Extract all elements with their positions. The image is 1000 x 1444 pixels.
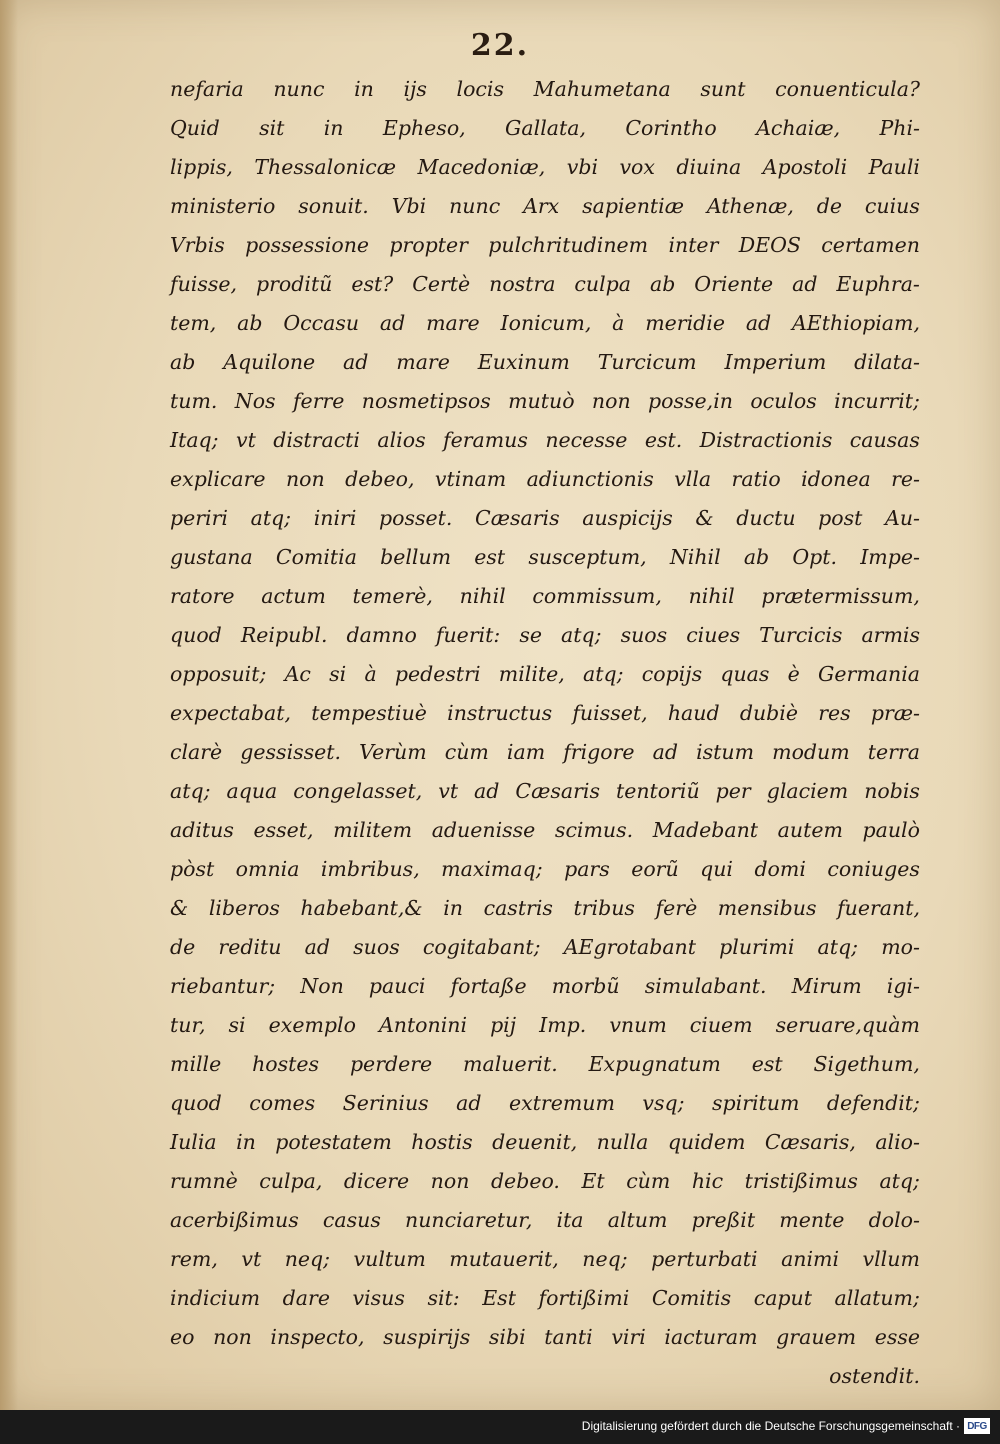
text-line: & liberos habebant,& in castris tribus ferè mensibus fuerant, xyxy=(170,896,920,920)
text-line: indicium dare visus sit: Est fortißimi Comitis caput allatum; xyxy=(170,1286,920,1310)
dfg-logo: DFG xyxy=(964,1418,990,1434)
text-line: clarè gessisset. Verùm cùm iam frigore ad istum modum terra xyxy=(170,740,920,764)
text-line: atq; aqua congelasset, vt ad Cæsaris tentoriũ per glaciem nobis xyxy=(170,779,920,803)
text-line: ostendit. xyxy=(829,1364,920,1388)
text-line: explicare non debeo, vtinam adiunctionis vlla ratio idonea re- xyxy=(170,467,920,491)
text-line: riebantur; Non pauci fortaße morbũ simulabant. Mirum igi- xyxy=(170,974,920,998)
text-line: tem, ab Occasu ad mare Ionicum, à meridie ad AEthiopiam, xyxy=(170,311,920,335)
text-line: quod comes Serinius ad extremum vsq; spiritum defendit; xyxy=(170,1091,920,1115)
text-line: pòst omnia imbribus, maximaq; pars eorũ qui domi coniuges xyxy=(170,857,920,881)
text-line: periri atq; iniri posset. Cæsaris auspicijs & ductu post Au- xyxy=(170,506,920,530)
text-line: lippis, Thessalonicæ Macedoniæ, vbi vox diuina Apostoli Pauli xyxy=(170,155,920,179)
body-text xyxy=(170,70,920,1396)
footer-credit: Digitalisierung gefördert durch die Deutsche Forschungsgemeinschaft · xyxy=(581,1419,960,1433)
text-line: fuisse, proditũ est? Certè nostra culpa ab Oriente ad Euphra- xyxy=(170,272,920,296)
text-line: ministerio sonuit. Vbi nunc Arx sapientiæ Athenæ, de cuius xyxy=(170,194,920,218)
text-line: ab Aquilone ad mare Euxinum Turcicum Imperium dilata- xyxy=(170,350,920,374)
text-line: Quid sit in Epheso, Gallata, Corintho Achaiæ, Phi- xyxy=(170,116,920,140)
text-line: gustana Comitia bellum est susceptum, Nihil ab Opt. Impe- xyxy=(170,545,920,569)
text-line: tur, si exemplo Antonini pij Imp. vnum ciuem seruare,quàm xyxy=(170,1013,920,1037)
text-line: de reditu ad suos cogitabant; AEgrotabant plurimi atq; mo- xyxy=(170,935,920,959)
page-binding-shadow xyxy=(0,0,18,1410)
text-line: Itaq; vt distracti alios feramus necesse est. Distractionis causas xyxy=(170,428,920,452)
text-line: ratore actum temerè, nihil commissum, nihil prætermissum, xyxy=(170,584,920,608)
text-line: expectabat, tempestiuè instructus fuisset, haud dubiè res præ- xyxy=(170,701,920,725)
footer-bar xyxy=(0,1410,1000,1444)
text-line: aditus esset, militem aduenisse scimus. Madebant autem paulò xyxy=(170,818,920,842)
text-line: Vrbis possessione propter pulchritudinem inter DEOS certamen xyxy=(170,233,920,257)
text-line: opposuit; Ac si à pedestri milite, atq; copijs quas è Germania xyxy=(170,662,920,686)
text-line: acerbißimus casus nunciaretur, ita altum preßit mente dolo- xyxy=(170,1208,920,1232)
text-line: tum. Nos ferre nosmetipsos mutuò non posse,in oculos incurrit; xyxy=(170,389,920,413)
text-line: Iulia in potestatem hostis deuenit, nulla quidem Cæsaris, alio- xyxy=(170,1130,920,1154)
text-line: rem, vt neq; vultum mutauerit, neq; perturbati animi vllum xyxy=(170,1247,920,1271)
text-line: rumnè culpa, dicere non debeo. Et cùm hic tristißimus atq; xyxy=(170,1169,920,1193)
text-line: mille hostes perdere maluerit. Expugnatum est Sigethum, xyxy=(170,1052,920,1076)
text-line: quod Reipubl. damno fuerit: se atq; suos ciues Turcicis armis xyxy=(170,623,920,647)
page-number: 22. xyxy=(470,28,530,63)
text-line: eo non inspecto, suspirijs sibi tanti viri iacturam grauem esse xyxy=(170,1325,920,1349)
text-line: nefaria nunc in ijs locis Mahumetana sunt conuenticula? xyxy=(170,77,920,101)
